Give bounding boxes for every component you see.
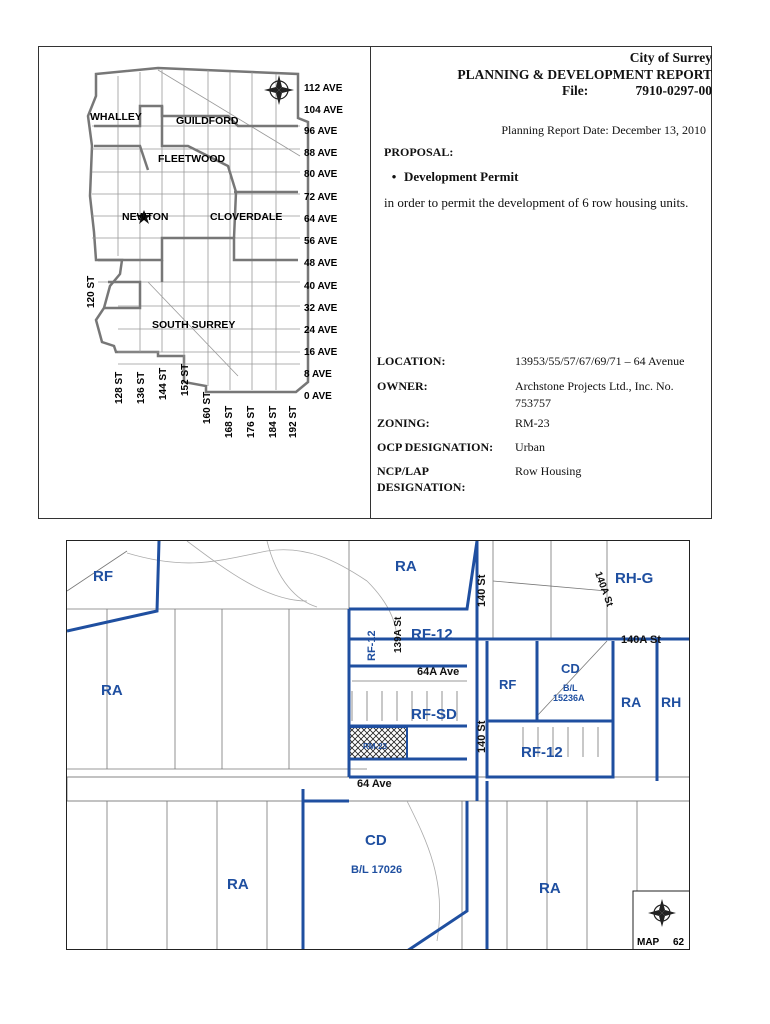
zone-label: RF: [93, 568, 113, 585]
area-label: GUILDFORD: [176, 115, 239, 127]
street-label: 136 ST: [136, 371, 147, 404]
zone-label: RF-12: [411, 626, 453, 643]
bullet-icon: •: [391, 169, 397, 184]
map-number-box: [633, 891, 690, 950]
street-label: 140A St: [592, 570, 615, 609]
street-label: 140A St: [621, 634, 661, 646]
zone-label: RH-G: [615, 570, 654, 587]
zone-label: RA: [621, 694, 642, 710]
key-map: [38, 46, 371, 519]
street-label: 140 St: [476, 720, 488, 753]
ncp-value: Row Housing: [515, 464, 582, 478]
zone-label: RH: [661, 694, 682, 710]
street-label: 144 ST: [158, 367, 169, 400]
street-label: 128 ST: [114, 371, 125, 404]
zone-label: RF-12: [366, 630, 378, 661]
report-date: Planning Report Date: December 13, 2010: [501, 123, 706, 137]
avenue-label: 40 AVE: [304, 281, 338, 292]
city-name: City of Surrey: [629, 50, 712, 65]
avenue-label: 88 AVE: [304, 148, 338, 159]
zone-label: B/L: [563, 683, 578, 693]
avenue-label: 56 AVE: [304, 236, 338, 247]
avenue-label: 112 AVE: [304, 83, 343, 94]
street-label: 64A Ave: [417, 666, 460, 678]
zoning-map-svg: [67, 541, 690, 950]
owner-label: OWNER:: [377, 379, 428, 393]
avenue-label: 104 AVE: [304, 105, 343, 116]
zone-label: RA: [539, 880, 561, 897]
street-label: 139A St: [393, 616, 404, 653]
ocp-label: OCP DESIGNATION:: [377, 440, 494, 454]
street-label: 120 ST: [86, 275, 97, 308]
street-label: 152 ST: [180, 363, 191, 396]
zone-label: RF-SD: [411, 706, 457, 723]
zone-label: RA: [101, 682, 123, 699]
zone-label: RA: [395, 558, 417, 575]
zone-label: RF: [499, 677, 517, 692]
zone-label: RM-23: [363, 742, 388, 751]
map-label: MAP: [637, 937, 660, 948]
compass-icon: [264, 75, 294, 105]
street-labels: [86, 276, 299, 438]
ncp-label-line2: DESIGNATION:: [377, 480, 466, 494]
map-number: 62: [673, 937, 685, 948]
zoning-label: ZONING:: [377, 416, 430, 430]
proposal-label: PROPOSAL:: [384, 145, 454, 159]
ocp-value: Urban: [515, 440, 545, 454]
zone-label: CD: [561, 661, 580, 676]
report-title: PLANNING & DEVELOPMENT REPORT: [457, 67, 712, 82]
street-label: 64 Ave: [357, 778, 392, 790]
street-label: 140 St: [476, 574, 488, 607]
street-label: 176 ST: [246, 405, 257, 438]
ncp-label: [377, 463, 465, 495]
area-label: NEWTON: [122, 211, 169, 223]
proposal-item: [384, 169, 518, 185]
zone-label: RA: [227, 876, 249, 893]
avenue-label: 24 AVE: [304, 325, 338, 336]
avenue-label: 72 AVE: [304, 192, 338, 203]
owner-value: Archstone Projects Ltd., Inc. No. 753757: [515, 379, 674, 410]
avenue-label: 16 AVE: [304, 347, 338, 358]
street-label: 192 ST: [288, 405, 299, 438]
zone-label: CD: [365, 832, 387, 849]
file-label: File:: [562, 83, 589, 98]
avenue-label: 48 AVE: [304, 258, 338, 269]
area-label: FLEETWOOD: [158, 153, 226, 165]
avenue-label: 80 AVE: [304, 169, 338, 180]
avenue-label: 96 AVE: [304, 126, 338, 137]
area-label: SOUTH SURREY: [152, 319, 236, 331]
street-label: 184 ST: [268, 405, 279, 438]
avenue-label: 64 AVE: [304, 214, 338, 225]
proposal-item-text: Development Permit: [404, 169, 519, 184]
zoning-map: [66, 540, 690, 950]
zone-label: 15236A: [553, 693, 585, 703]
street-label: 168 ST: [224, 405, 235, 438]
location-value: 13953/55/57/67/69/71 – 64 Avenue: [515, 354, 685, 368]
zone-label: B/L 17026: [351, 864, 403, 876]
street-label: 160 ST: [202, 391, 213, 424]
avenue-label: 32 AVE: [304, 303, 338, 314]
location-label: LOCATION:: [377, 354, 446, 368]
proposal-description: in order to permit the development of 6 row housing units.: [384, 195, 689, 210]
avenue-labels: [304, 83, 343, 402]
area-label: CLOVERDALE: [210, 211, 283, 223]
zone-label: RF-12: [521, 744, 563, 761]
avenue-label: 8 AVE: [304, 369, 332, 380]
zoning-value: RM-23: [515, 416, 550, 430]
ncp-label-line1: NCP/LAP: [377, 464, 429, 478]
area-label: WHALLEY: [90, 111, 142, 123]
avenue-label: 0 AVE: [304, 391, 332, 402]
file-number: 7910-0297-00: [635, 83, 712, 98]
